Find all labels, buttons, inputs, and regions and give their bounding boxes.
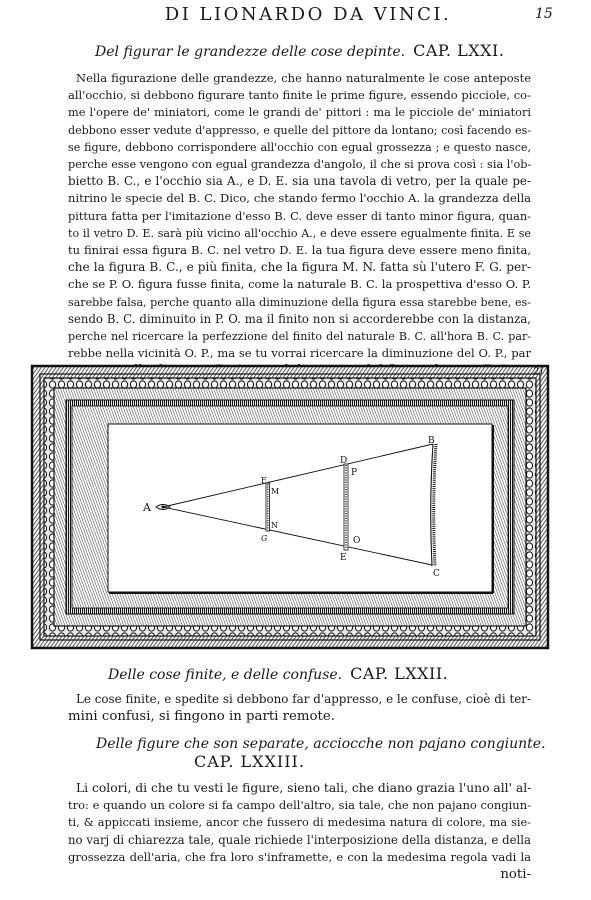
text-line: che se P. O. figura fusse finita, come la naturale B. C. la prospettiva d'esso O. P. xyxy=(68,277,531,292)
chapter-number: CAP. LXXII. xyxy=(350,664,449,683)
text-line: ti, & appiccati insieme, ancor che fussero di medesima natura di colore, ma sie- xyxy=(68,816,531,830)
chapter-heading-lxxiii xyxy=(96,736,546,752)
label-m: M xyxy=(271,487,280,496)
chapter-heading-lxxi xyxy=(95,41,504,60)
text-line: se figure, debbono corrispondere all'occhio con egual grossezza ; e questo nasce, xyxy=(68,140,531,154)
text-line: perche nel ricercare la perfezzione del finito del naturale B. C. all'hora B. C. par- xyxy=(68,330,531,344)
label-a: A xyxy=(143,501,151,514)
eye-pupil xyxy=(162,506,165,509)
text-line: all'occhio, si debbono figurare tanto finite le prime figure, essendo picciole, co- xyxy=(68,88,531,103)
chapter-heading-lxxii xyxy=(108,664,448,683)
text-line: tu finirai essa figura B. C. nel vetro D. E. la tua figura deve essere meno finita, xyxy=(68,243,531,258)
chapter-lxxi-text xyxy=(68,70,531,380)
text-line: Li colori, di che tu vesti le figure, sieno tali, che diano grazia l'uno all' al- xyxy=(76,781,531,795)
text-line: Nella figurazione delle grandezze, che hanno naturalmente le cose anteposte xyxy=(76,71,531,85)
label-e: E xyxy=(340,553,347,563)
text-line: sarebbe falsa, perche quanto alla diminuzione della figura essa starebbe bene, es- xyxy=(68,295,531,309)
text-line: mini confusi, si fingono in parti remote. xyxy=(68,709,335,725)
text-line: grossezza dell'aria, che fra loro s'inframette, e con la medesima regola vadi la xyxy=(68,849,531,864)
chapter-lxxii-text xyxy=(68,691,531,725)
text-line: pittura fatta per l'imitazione d'esso B. C. deve esser di tanto minor figura, quan- xyxy=(68,209,531,223)
text-line: che la figura B. C., e più finita, che la figura M. N. fatta sù l'utero F. G. per- xyxy=(68,260,531,275)
perspective-diagram xyxy=(30,362,550,650)
text-line: to il vetro D. E. sarà più vicino all'occhio A., e deve essere egualmente finita. E se xyxy=(68,226,531,240)
chapter-title: Delle figure che son separate, acciocche non pajano congiunte. xyxy=(96,736,546,752)
chapter-title: Delle cose finite, e delle confuse. xyxy=(108,667,343,683)
glass-fg xyxy=(266,483,270,531)
text-line: no varj di chiarezza tale, quale richiede l'interposizione della distanza, e della xyxy=(68,832,531,847)
plate-number: 21 xyxy=(533,367,545,377)
text-line: tro: e quando un colore si fa campo dell'altro, sia tale, che non pajano congiun- xyxy=(68,798,531,813)
text-line: Le cose finite, e spedite si debbono far d'appresso, e le confuse, cioè di ter- xyxy=(76,692,531,706)
text-line: bietto B. C., e l'occhio sia A., e D. E. sia una tavola di vetro, per la quale pe- xyxy=(68,174,531,189)
label-c: C xyxy=(433,569,440,579)
label-n: N xyxy=(271,521,278,530)
engraved-plate xyxy=(30,362,550,650)
label-p: P xyxy=(351,468,358,478)
text-line: nitrino le specie del B. C. Dico, che stando fermo l'occhio A. la grandezza della xyxy=(68,191,531,206)
label-o: O xyxy=(353,536,361,546)
chapter-lxxiii-text xyxy=(68,780,531,883)
text-line: me l'opere de' miniatori, come le grandi de' pittori : ma le picciole de' miniatori xyxy=(68,106,531,120)
running-head: DI LIONARDO DA VINCI. xyxy=(164,4,452,25)
chapter-title: Del figurar le grandezze delle cose depinte. xyxy=(95,44,406,60)
catchword: noti- xyxy=(500,867,531,883)
text-line: debbono esser vedute d'appresso, e quelle del pittore da lontano; così facendo es- xyxy=(68,123,531,137)
label-b: B xyxy=(428,436,435,446)
text-line: sendo B. C. diminuito in P. O. ma il finito non si accorderebbe con la distanza, xyxy=(68,311,531,326)
label-g: G xyxy=(261,534,268,543)
page-number: 15 xyxy=(535,6,553,22)
chapter-number-lxxiii: CAP. LXXIII. xyxy=(194,752,305,771)
text-line: perche esse vengono con egual grandezza d'angolo, il che si prova così : sia l'ob- xyxy=(68,158,531,172)
label-d: D xyxy=(340,456,348,466)
label-f: F xyxy=(261,476,267,485)
chapter-number: CAP. LXXI. xyxy=(413,41,505,60)
text-line: rebbe nella vicinità O. P., ma se tu vorrai ricercare la diminuzione del O. P., par xyxy=(68,346,531,361)
